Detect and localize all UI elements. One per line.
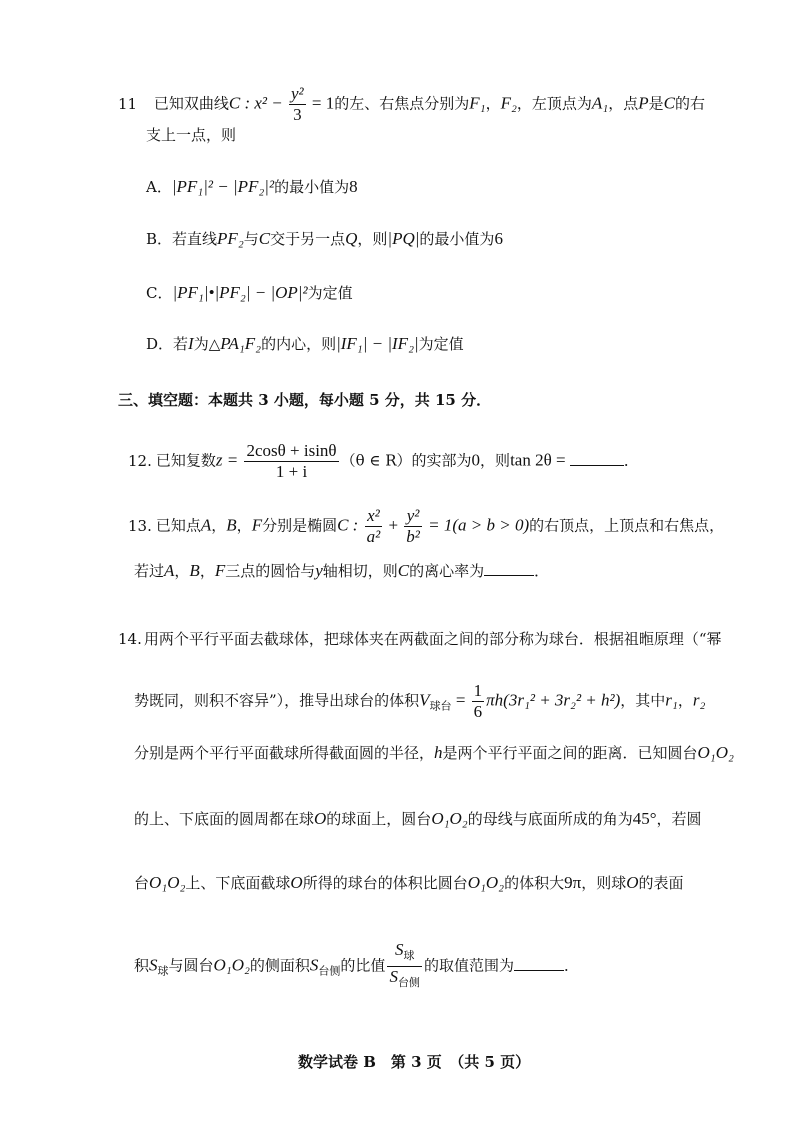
q11-stem-line1: 11 已知双曲线C : x² − $\frac{\text{y²}}{3}$ = 1的左、右焦点分别为F₁，F₂，左顶点为A₁，点P是C的右: [118, 84, 705, 124]
q13-line2: 若过A，B，F三点的圆恰与y轴相切，则C的离心率为 ．: [134, 561, 550, 580]
q13-answer-blank[interactable]: [484, 561, 534, 576]
q11-option-d: D．若I为△PA₁F₂的内心，则|IF₁| − |IF₂|为定值: [146, 334, 464, 353]
q14-number: 14.: [118, 630, 142, 648]
section-heading: 三、填空题：本题共 3 小题，每小题 5 分，共 15 分．: [118, 391, 492, 409]
q12-answer-blank[interactable]: [570, 451, 624, 466]
q11-number: 11: [118, 94, 138, 113]
q14-line3: 分别是两个平行平面截球所得截面圆的半径，h是两个平行平面之间的距离．已知圆台O₁O₂: [134, 743, 734, 762]
q12: 12. 已知复数z = $\frac{2\cos\theta + isin\theta}{1 + i}$ （θ ∈ R）的实部为0，则tan 2θ = ．: [128, 441, 639, 481]
q14-line5: 台O₁O₂上、下底面截球O所得的球台的体积比圆台O₁O₂的体积大9π，则球O的表面: [134, 873, 684, 892]
q14-answer-blank[interactable]: [514, 956, 564, 971]
q14-line2: 势既同，则积不容异”），推导出球台的体积$V_{球台}$ = $\frac{1}{6}$ πh(3r₁² + 3r₂² + h²)，其中r₁，r₂: [134, 681, 706, 721]
q11-option-a: A．|PF₁|² − |PF₂|²的最小值为8: [146, 177, 358, 196]
q11-option-c: C．|PF₁|•|PF₂| − |OP|²为定值: [146, 283, 353, 302]
q11-fraction: $\frac{\text{y²}}{3}$: [291, 84, 304, 124]
q14-line1: 14. 用两个平行平面去截球体，把球体夹在两截面之间的部分称为球台．根据祖暅原理（“幂: [118, 630, 722, 648]
q14-fraction-sixth: $\frac{1}{6}$: [473, 681, 483, 721]
q14-line4: 的上、下底面的圆周都在球O的球面上，圆台O₁O₂的母线与底面所成的角为45°，若圆: [134, 809, 702, 828]
q11-option-b: B．若直线PF₂与C交于另一点Q，则|PQ|的最小值为6: [146, 229, 503, 248]
q13-fraction-y: $\frac{\text{y²}}{\text{b²}}$: [406, 506, 420, 546]
q12-fraction: $\frac{2\cos\theta + isin\theta}{1 + i}$: [246, 441, 337, 481]
q13-fraction-x: $\frac{\text{x²}}{\text{a²}}$: [366, 506, 381, 546]
q14-ratio-fraction: $\frac{S_球}{S_{台侧}}$: [389, 940, 420, 989]
q11-stem-line2: 支上一点，则: [146, 126, 237, 144]
page-footer: 数学试卷 B 第 3 页 （共 5 页）: [298, 1053, 531, 1071]
q12-number: 12.: [128, 451, 152, 470]
q13-number: 13.: [128, 516, 152, 535]
q13-line1: 13. 已知点A，B，F分别是椭圆C : $\frac{\text{x²}}{\text{a²}}$ + $\frac{\text{y²}}{\text{b²}}$ = 1(a > b > 0)的右顶点，上顶点和右焦点，: [128, 506, 725, 546]
q11-curve: C : x² −: [228, 93, 288, 113]
q14-line6: 积$S_球$与圆台O₁O₂的侧面积$S_{台侧}$的比值 $\frac{S_球}{S_{台侧}}$ 的取值范围为 ．: [134, 940, 579, 993]
